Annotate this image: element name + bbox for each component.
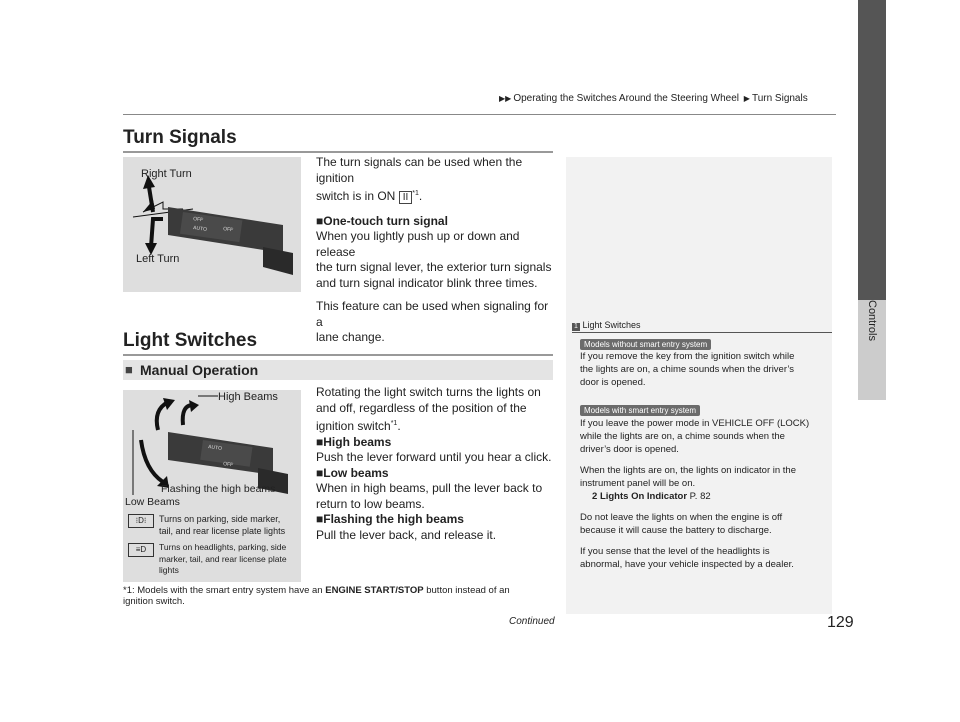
text: If you leave the power mode in VEHICLE OFF (LOCK) xyxy=(580,418,810,429)
paragraph: lane change. xyxy=(316,330,385,344)
low-beams-heading: ■Low beams xyxy=(316,465,389,480)
text: instrument panel will be on. xyxy=(580,478,696,489)
text: . xyxy=(397,419,401,433)
text: driver’s door is opened. xyxy=(580,444,679,455)
text: button instead of an xyxy=(426,585,510,596)
text: Lights On Indicator xyxy=(599,491,688,502)
sidebar-note xyxy=(580,350,830,389)
text: If you remove the key from the ignition switch while xyxy=(580,351,795,362)
breadcrumb-arrow-icon: ▶ xyxy=(743,94,750,103)
paragraph: When you lightly push up or down and release xyxy=(316,229,520,259)
breadcrumb-item[interactable]: Operating the Switches Around the Steering Wheel xyxy=(513,93,740,104)
continued-label: Continued xyxy=(509,616,555,627)
paragraph xyxy=(316,186,556,206)
paragraph: The turn signals can be used when the ignition xyxy=(316,155,523,185)
low-beams-label: Low Beams xyxy=(125,496,180,508)
paragraph: return to low beams. xyxy=(316,496,425,511)
headlights-description xyxy=(159,542,287,577)
svg-text:OFF: OFF xyxy=(192,216,204,224)
manual-operation-heading: Manual Operation xyxy=(140,362,259,378)
text: Flashing the high beams xyxy=(323,512,464,526)
text: If you sense that the level of the headlights is xyxy=(580,546,770,557)
breadcrumb-item[interactable]: Turn Signals xyxy=(751,93,808,104)
high-beams-label: High Beams xyxy=(218,391,278,403)
section-divider xyxy=(123,354,553,356)
svg-text:OFF: OFF xyxy=(222,461,234,469)
paragraph: Push the lever forward until you hear a click. xyxy=(316,450,552,464)
text: When the lights are on, the lights on indicator in the xyxy=(580,465,796,476)
text: One-touch turn signal xyxy=(323,213,448,228)
models-without-badge: Models without smart entry system xyxy=(580,339,711,350)
section-title-turn-signals: Turn Signals xyxy=(123,127,237,148)
square-bullet-icon: ■ xyxy=(125,362,133,377)
light-switches-body xyxy=(316,385,556,543)
footnote xyxy=(123,585,563,607)
note-number-icon: 1 xyxy=(572,323,580,331)
side-tab-dark xyxy=(858,0,886,300)
paragraph: the turn signal lever, the exterior turn signals xyxy=(316,260,552,274)
text: . xyxy=(418,189,423,203)
sidebar-heading xyxy=(572,320,641,331)
page-number: 129 xyxy=(827,614,854,631)
text: P. 82 xyxy=(689,491,711,502)
text: Do not leave the lights on when the engine is off xyxy=(580,512,783,523)
light-switch-figure xyxy=(123,390,301,582)
text: door is opened. xyxy=(580,377,646,388)
footnote-marker: *1 xyxy=(390,420,398,427)
cross-reference[interactable] xyxy=(580,490,830,503)
breadcrumb-arrow-icon: ▶▶ xyxy=(499,94,512,103)
text: marker, tail, and rear license plate xyxy=(159,553,287,564)
models-with-badge: Models with smart entry system xyxy=(580,405,700,416)
flashing-high-beams-label: Flashing the high beams xyxy=(161,483,276,495)
text: the lights are on, a chime sounds when the driver’s xyxy=(580,364,795,375)
paragraph: and turn signal indicator blink three times. xyxy=(316,275,538,290)
section-title-light-switches: Light Switches xyxy=(123,330,258,351)
section-divider xyxy=(123,151,553,153)
text: while the lights are on, a chime sounds when the xyxy=(580,431,785,442)
text: switch is in ON xyxy=(316,189,396,203)
svg-text:OFF: OFF xyxy=(222,226,234,234)
text[interactable]: Light Switches xyxy=(582,320,641,330)
left-turn-label: Left Turn xyxy=(136,253,180,265)
text: ignition switch. xyxy=(123,596,185,607)
high-beams-heading: ■High beams xyxy=(316,434,392,449)
ignition-on-symbol: II xyxy=(399,191,413,204)
right-turn-label: Right Turn xyxy=(141,168,192,180)
text: Turns on parking, side marker, xyxy=(159,514,281,524)
header-divider xyxy=(123,114,836,115)
paragraph: This feature can be used when signaling for a xyxy=(316,299,549,329)
text: lights xyxy=(159,565,179,575)
breadcrumb xyxy=(497,93,808,104)
paragraph: and off, regardless of the position of the xyxy=(316,400,527,415)
text: ENGINE START/STOP xyxy=(325,585,424,596)
paragraph: Pull the lever back, and release it. xyxy=(316,527,497,542)
headlights-icon: ≡D xyxy=(128,543,154,557)
paragraph: When in high beams, pull the lever back to xyxy=(316,481,543,495)
text: tail, and rear license plate lights xyxy=(159,526,286,536)
flashing-heading: ■Flashing the high beams xyxy=(316,512,464,526)
text: abnormal, have your vehicle inspected by a dealer. xyxy=(580,559,794,570)
paragraph xyxy=(316,416,556,435)
text: Turns on headlights, parking, side xyxy=(159,542,287,552)
svg-text:AUTO: AUTO xyxy=(207,444,223,452)
side-tab-label: Controls xyxy=(866,300,878,341)
text: High beams xyxy=(323,434,392,449)
parking-lights-description xyxy=(159,513,285,537)
text: Low beams xyxy=(323,465,389,480)
reference-icon: 2 xyxy=(592,491,598,502)
text: *1: Models with the smart entry system have an xyxy=(123,585,323,596)
text: ignition switch xyxy=(316,419,391,433)
sidebar-note xyxy=(580,417,830,571)
parking-lights-icon: ⁝D⁝ xyxy=(128,514,154,528)
footnote-marker: *1 xyxy=(412,190,419,197)
turn-signals-body xyxy=(316,155,556,346)
one-touch-heading: ■One-touch turn signal xyxy=(316,213,448,228)
svg-text:AUTO: AUTO xyxy=(192,225,208,233)
turn-signal-figure xyxy=(123,157,301,292)
manual-operation-bar xyxy=(123,360,553,380)
text: because it will cause the battery to discharge. xyxy=(580,525,772,536)
paragraph: Rotating the light switch turns the lights on xyxy=(316,385,541,399)
sidebar-divider xyxy=(572,332,832,333)
